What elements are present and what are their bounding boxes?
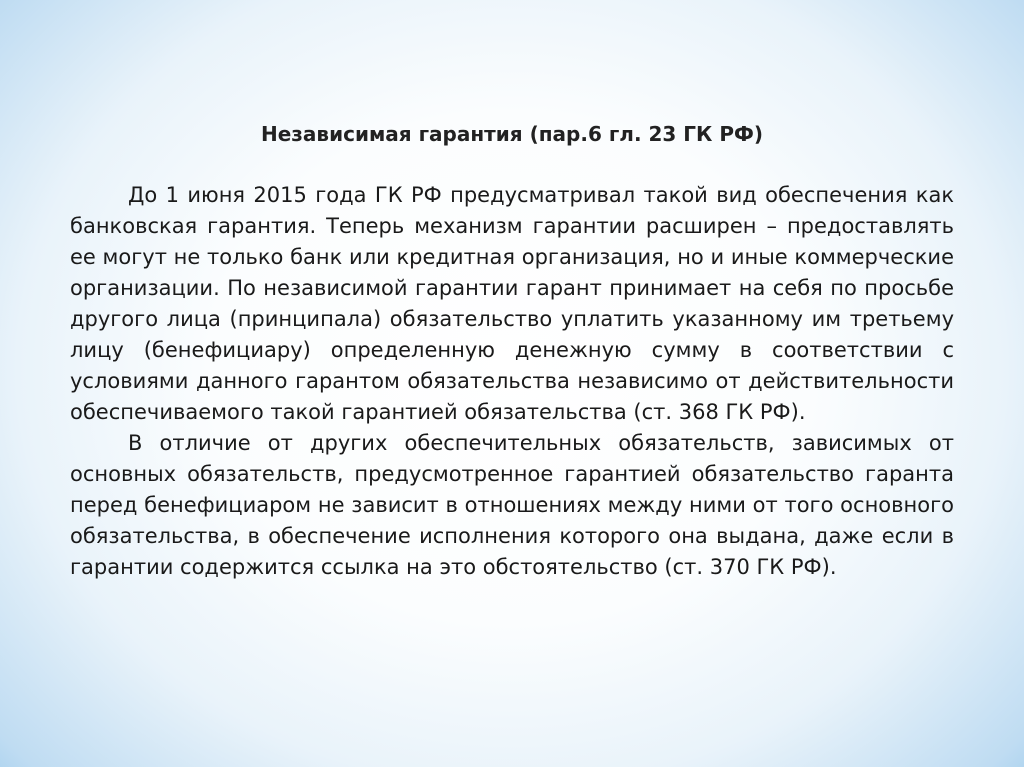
paragraph-2: В отличие от других обеспечительных обязательств, зависимых от основных обязательств, предусмотренное гарантией обязательство гаранта перед бенефициаром не зависит в отношениях между ними от того основного обязательства, в обеспечение исполнения которого она выдана, даже если в гарантии содержится ссылка на это обстоятельство (ст. 370 ГК РФ). bbox=[70, 431, 954, 579]
slide-title: Независимая гарантия (пар.6 гл. 23 ГК РФ) bbox=[261, 122, 763, 146]
paragraph-1: До 1 июня 2015 года ГК РФ предусматривал такой вид обеспечения как банковская гарантия. Теперь механизм гарантии расширен – предоставлять ее могут не только банк или кредитная организация, но и иные коммерческие организации. По независимой гарантии гарант принимает на себя по просьбе другого лица (принципала) обязательство уплатить указанному им третьему лицу (бенефициару) определенную денежную сумму в соответствии с условиями данного гарантом обязательства независимо от действительности обеспечиваемого такой гарантией обязательства (ст. 368 ГК РФ). bbox=[70, 183, 954, 424]
slide-body bbox=[70, 180, 954, 583]
